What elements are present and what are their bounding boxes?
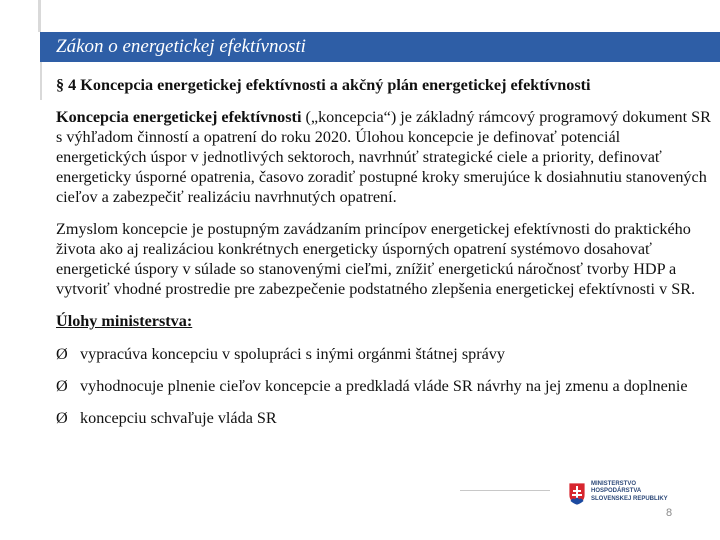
bullet-arrow-icon: Ø bbox=[56, 345, 68, 363]
slovak-coat-of-arms-icon bbox=[568, 482, 586, 506]
task-item-text: vyhodnocuje plnenie cieľov koncepcie a predkladá vláde SR návrhy na jej zmenu a doplnenie bbox=[80, 377, 688, 395]
paragraph-concept bbox=[56, 107, 712, 207]
paragraph-concept-text: („koncepcia“) je základný rámcový programový dokument SR s výhľadom činností a opatrení do roku 2020. Úlohou koncepcie je definovať potenciál energetických úspor v jednotlivých sektoroch, navrhnúť strategické ciele a priority, definovať energeticky úsporné opatrenia, časovo zoradiť postupné kroky smerujúce k dosiahnutiu stanovených cieľov a zabezpečiť realizáciu navrhnutých opatrení. bbox=[56, 108, 711, 206]
logo-line: HOSPODÁRSTVA bbox=[591, 488, 642, 495]
footer-divider-line bbox=[460, 490, 550, 491]
title-bar bbox=[40, 32, 720, 62]
left-divider-line bbox=[38, 0, 41, 32]
page-number: 8 bbox=[666, 507, 673, 519]
logo-line: MINISTERSTVO bbox=[591, 481, 637, 487]
subtitle-divider-line bbox=[40, 62, 42, 100]
bullet-arrow-icon: Ø bbox=[56, 377, 68, 395]
tasks-heading: Úlohy ministerstva: bbox=[56, 312, 193, 330]
logo-text bbox=[591, 481, 668, 503]
task-item bbox=[56, 344, 712, 364]
task-item bbox=[56, 408, 712, 428]
bullet-arrow-icon: Ø bbox=[56, 409, 68, 427]
task-item-text: koncepciu schvaľuje vláda SR bbox=[80, 409, 277, 427]
task-item bbox=[56, 376, 712, 396]
paragraph-concept-lead: Koncepcia energetickej efektívnosti bbox=[56, 108, 302, 126]
paragraph-purpose: Zmyslom koncepcie je postupným zavádzaním princípov energetickej efektívnosti do praktického života ako aj realizáciou konkrétnych energeticky úsporných opatrení systémovo dosahovať energetické úspory v súlade so stanovenými cieľmi, znížiť energetickú náročnosť tvorby HDP a vytvoriť vhodné prostredie pre zabezpečenie podstatného zlepšenia energetickej efektívnosti v SR. bbox=[56, 220, 696, 298]
page-title: Zákon o energetickej efektívnosti bbox=[56, 36, 306, 57]
slide-content bbox=[56, 75, 712, 440]
task-item-text: vypracúva koncepciu v spolupráci s inými orgánmi štátnej správy bbox=[80, 345, 505, 363]
section-subtitle: § 4 Koncepcia energetickej efektívnosti a akčný plán energetickej efektívnosti bbox=[56, 76, 591, 94]
logo-line: SLOVENSKEJ REPUBLIKY bbox=[591, 495, 668, 502]
